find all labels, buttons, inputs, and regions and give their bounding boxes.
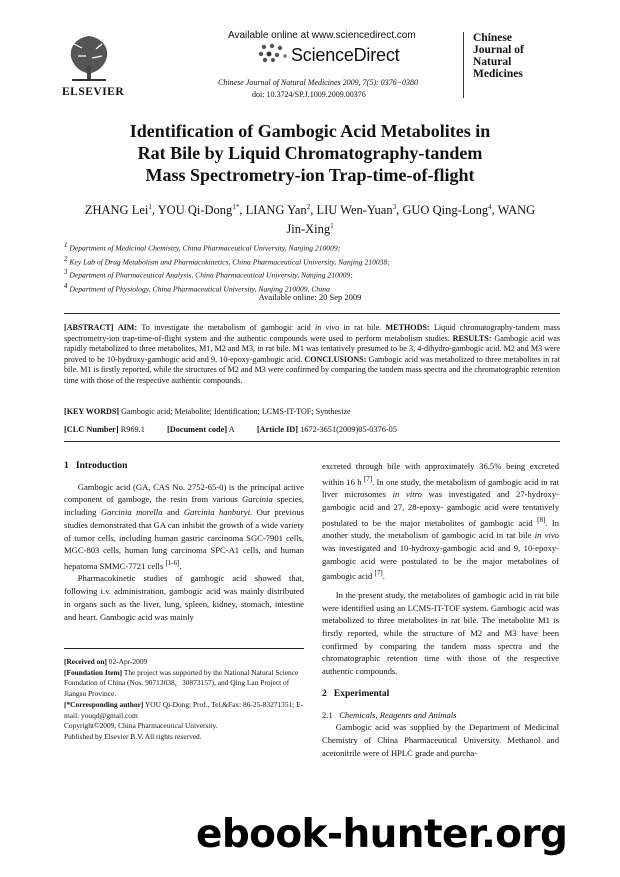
classification-row bbox=[64, 425, 417, 434]
affiliations bbox=[64, 240, 390, 294]
subsection-number: 2.1 bbox=[322, 709, 333, 720]
paragraph: Gambogic acid was supplied by the Department of Medicinal Chemistry of China Pharmaceutical University. Methanol and acetonitrile were of HPLC grade and purcha- bbox=[322, 722, 559, 758]
divider bbox=[64, 313, 560, 314]
corresponding-note bbox=[64, 700, 304, 721]
section-heading bbox=[64, 460, 304, 473]
available-online-link[interactable]: Available online at www.sciencedirect.com bbox=[228, 30, 416, 41]
subsection-heading bbox=[322, 709, 559, 722]
citation-ref[interactable]: [7] bbox=[374, 569, 383, 578]
italic-run: Garcinia hanburyi bbox=[183, 507, 251, 518]
keywords bbox=[64, 407, 560, 418]
document-code bbox=[167, 425, 235, 434]
available-online-date: Available online: 20 Sep 2009 bbox=[258, 292, 362, 302]
paragraph: In the present study, the metabolites of gambogic acid in rat bile were identified using an LCMS-IT-TOF system. Gambogic acid was metabolized to three metabolites in rat bile. The metabolite M1 is firstly reported, while the structure of M2 and M3 have been confirmed by comparing the tandem mass spectra and the chromatographic retention time with those of the respective authentic compounds. bbox=[322, 589, 559, 677]
section-title: Experimental bbox=[333, 688, 390, 699]
published-note: Published by Elsevier B.V. All rights reserved. bbox=[64, 731, 202, 741]
author-name: Jin-Xing bbox=[286, 222, 331, 237]
title-line: Mass Spectrometry-ion Trap-time-of-flight bbox=[145, 165, 475, 185]
aim-text: To investigate the metabolism of gambogic acid bbox=[141, 323, 311, 332]
subsection-title: Chemicals, Reagents and Animals bbox=[339, 709, 457, 720]
title-line: Identification of Gambogic Acid Metabolites in bbox=[129, 121, 491, 141]
author-name: YOU Qi-Dong bbox=[157, 203, 233, 218]
foundation-text: The project was supported by the National Natural Science Foundation of China (Nos. 90713038，30873157), and Qing Lan Project of Jiangsu Province. bbox=[64, 667, 299, 699]
section-title: Introduction bbox=[75, 461, 128, 471]
methods-text: Liquid chromatography-tandem mass spectrometry-ion trap-time-of-flight system and the authentic compounds were used to perform metabolism studies. bbox=[64, 323, 560, 343]
section-number: 1 bbox=[64, 461, 69, 471]
aim-text-end: in rat bile. bbox=[343, 323, 382, 332]
author-affil-mark: 1* bbox=[232, 203, 240, 211]
italic-run: in vivo bbox=[534, 530, 559, 541]
text-run: was investigated and 10-hydroxy-gambogic acid and 9, 10-epoxy-gambogic acid were postulated to be the major metabolites of gambogic acid bbox=[322, 542, 559, 582]
affiliation-number: 1 bbox=[64, 241, 68, 249]
watermark: ebook-hunter.org bbox=[196, 812, 568, 857]
text-run: species, including bbox=[64, 494, 304, 518]
italic-run: Garcinia bbox=[242, 494, 273, 505]
right-column bbox=[322, 460, 559, 759]
journal-name-line: Medicines bbox=[473, 68, 523, 80]
elsevier-wordmark: ELSEVIER bbox=[62, 86, 125, 98]
footnote-divider bbox=[64, 648, 304, 649]
doc-value: A bbox=[228, 425, 235, 434]
affiliation-text: Department of Pharmaceutical Analysis, China Pharmaceutical University, Nanjing 210009; bbox=[69, 270, 353, 280]
paragraph: Gambogic acid (GA, CAS No. 2752-65-0) is the principal active component of gamboge, the resin from various Garcinia species, including Garcinia morella and Garcinia hanburyi. Our previous studies demonstrated that GA can inhibit the growth of a wide variety of tumor cells, including human gastric carcinoma SGC-7901 cells, MGC-803 cells, human lung carcinoma SPC-A1 cells, and human hepatoma SMMC-7721 cells [1-6]. bbox=[64, 481, 305, 571]
paper-title bbox=[60, 120, 560, 186]
affiliation-text: Department of Physiology, China Pharmaceutical University, Nanjing 210009, China bbox=[69, 284, 330, 294]
copyright-note: Copyright©2009, China Pharmaceutical University. bbox=[64, 721, 218, 731]
abstract-label: [ABSTRACT] bbox=[64, 323, 114, 332]
clc-number bbox=[64, 425, 145, 434]
elsevier-tree-icon bbox=[62, 30, 116, 82]
corresponding-label: [*Corresponding author] bbox=[64, 699, 144, 709]
affiliation-item bbox=[64, 254, 390, 268]
italic-run: in vitro bbox=[392, 489, 422, 500]
citation-ref[interactable]: [1-6] bbox=[165, 558, 180, 567]
article-value: 1672-3651(2009)05-0376-05 bbox=[300, 425, 397, 434]
received-date: 02-Apr-2009 bbox=[108, 657, 148, 666]
results-text: Gambogic acid was rapidly metabolized to three metabolites, M1, M2 and M3, in rat bile. M1 was tentatively presumed to be 3, 4-dihydro-gambogic acid. M2 and M3 were proved to be 10-hydroxy-gambogic acid and 9, 10-epoxy-gambogic acid. bbox=[64, 333, 560, 364]
author-affil-mark: 4 bbox=[488, 203, 492, 211]
author-affil-mark: 1 bbox=[148, 203, 152, 211]
author-affil-mark: 2 bbox=[306, 203, 311, 211]
received-label: [Received on] bbox=[64, 657, 107, 666]
text-run: . Our previous studies demonstrated that GA can inhibit the growth of a wide variety of tumor cells, including human gastric carcinoma SGC-7901 cells, MGC-803 cells, human lung carcinoma SPC-A1 cells, and human hepatoma SMMC-7721 cells bbox=[64, 507, 305, 571]
affiliation-text: Department of Medicinal Chemistry, China Pharmaceutical University, Nanjing 210009; bbox=[69, 243, 341, 253]
citation-ref[interactable]: [7] bbox=[363, 474, 373, 483]
received-note bbox=[64, 657, 304, 668]
affiliation-number: 2 bbox=[64, 254, 68, 263]
article-label: [Article ID] bbox=[256, 425, 299, 434]
left-column bbox=[64, 460, 304, 623]
corresponding-text: YOU Qi-Dong: Prof., Tel.&Fax: 86-25-83271351; E-mail: youqd@gmail.com bbox=[64, 699, 304, 720]
foundation-note bbox=[64, 668, 304, 700]
sciencedirect-logo: ScienceDirect bbox=[291, 45, 400, 65]
journal-name-line: Chinese bbox=[473, 32, 512, 44]
aim-label: AIM: bbox=[117, 323, 138, 332]
section-heading bbox=[322, 688, 559, 701]
text-run: . In another study, the metabolism of gambogic acid in rat bile bbox=[322, 517, 559, 541]
title-line: Rat Bile by Liquid Chromatography-tandem bbox=[137, 143, 483, 163]
affiliation-item bbox=[64, 240, 390, 254]
text-run: was investigated and 27-hydroxy-gambogic acid and 27, 28-epoxy- gambogic acid were tentatively postulated to be the major metabolites of gambogic acid bbox=[322, 489, 559, 528]
aim-italic: in vivo bbox=[315, 323, 340, 332]
doi[interactable]: doi: 10.3724/SP.J.1009.2009.00376 bbox=[252, 90, 366, 99]
author-name: LIU Wen-Yuan bbox=[316, 203, 393, 218]
journal-name-line: Journal of bbox=[473, 44, 524, 56]
journal-name-box bbox=[463, 32, 559, 98]
text-run: . In one study, the metabolism of gambogic acid in rat liver microsomes bbox=[322, 476, 560, 500]
footnotes bbox=[64, 657, 304, 743]
article-id bbox=[257, 425, 397, 434]
conclusions-label: CONCLUSIONS: bbox=[304, 354, 367, 364]
journal-name-line: Natural bbox=[473, 56, 512, 68]
author-name: LIANG Yan bbox=[245, 203, 307, 218]
paragraph: excreted through bile with approximately 36.5% being excreted within 16 h [7]. In one study, the metabolism of gambogic acid in rat liver microsomes in vitro was investigated and 27-hydroxy-gambogic acid and 27, 28-epoxy- gambogic acid were tentatively postulated to be the major metabolites of gambogic acid [8]. In another study, the metabolism of gambogic acid in rat bile in vivo was investigated and 10-hydroxy-gambogic acid and 9, 10-epoxy-gambogic acid were postulated to be the major metabolites of gambogic acid [7]. bbox=[322, 461, 560, 582]
section-number: 2 bbox=[322, 688, 327, 699]
author-name: ZHANG Lei bbox=[84, 203, 149, 218]
journal-citation: Chinese Journal of Natural Medicines 2009, 7(5): 0376−0380 bbox=[218, 78, 419, 87]
text-run: and bbox=[166, 507, 180, 518]
text-run: Gambogic acid (GA, CAS No. 2752-65-0) is the principal active component of gamboge, the resin from various bbox=[64, 481, 304, 505]
methods-label: METHODS: bbox=[385, 323, 430, 332]
abstract bbox=[64, 323, 560, 386]
sciencedirect-dots-icon bbox=[258, 43, 292, 63]
author-affil-mark: 1 bbox=[330, 222, 334, 231]
results-label: RESULTS: bbox=[452, 333, 492, 343]
conclusions-text: Gambogic acid was metabolized to three metabolites in rat bile. M1 is firstly reported, while the structures of M2 and M3 were confirmed by comparing the tandem mass spectra and the chromatographic retention time with those of the respective authentic compounds. bbox=[64, 354, 560, 385]
doc-label: [Document code] bbox=[166, 425, 228, 434]
author-affil-mark: 3 bbox=[392, 203, 397, 211]
keywords-label: [KEY WORDS] bbox=[64, 407, 120, 416]
keywords-text: Gambogic acid; Metabolite; Identification; LCMS-IT-TOF; Synthesize bbox=[121, 407, 351, 416]
italic-run: Garcinia morella bbox=[100, 507, 163, 518]
clc-value: R969.1 bbox=[120, 425, 145, 434]
spacer bbox=[322, 678, 559, 684]
affiliation-number: 4 bbox=[64, 281, 68, 290]
paragraph: Pharmacokinetic studies of gambogic acid showed that, following i.v. administration, gambogic acid was mainly distributed in organs such as the liver, lung, spleen, kidney, stomach, intestine and heart. Gambogic acid was mainly bbox=[64, 573, 304, 622]
affiliation-text: Key Lab of Drug Metabolism and Pharmacokinetics, China Pharmaceutical University, Nanjing 210038; bbox=[69, 257, 390, 267]
author-name: GUO Qing-Long bbox=[402, 203, 489, 218]
affiliation-number: 3 bbox=[64, 268, 68, 277]
text-run: excreted through bile with approximately 36.5% being excreted within 16 h bbox=[322, 461, 559, 487]
foundation-label: [Foundation Item] bbox=[64, 667, 123, 677]
citation-ref[interactable]: [8] bbox=[537, 515, 546, 524]
divider bbox=[64, 441, 560, 442]
author-list: ZHANG Lei$^1$, YOU Qi-Dong$^{1*}$, LIANG Yan$^2$, LIU Wen-Yuan$^3$, GUO Qing-Long$^4$, WANG Jin-Xing$^1$ bbox=[84, 203, 536, 237]
clc-label: [CLC Number] bbox=[64, 425, 119, 434]
affiliation-item bbox=[64, 267, 390, 281]
author-name: WANG bbox=[497, 203, 536, 218]
